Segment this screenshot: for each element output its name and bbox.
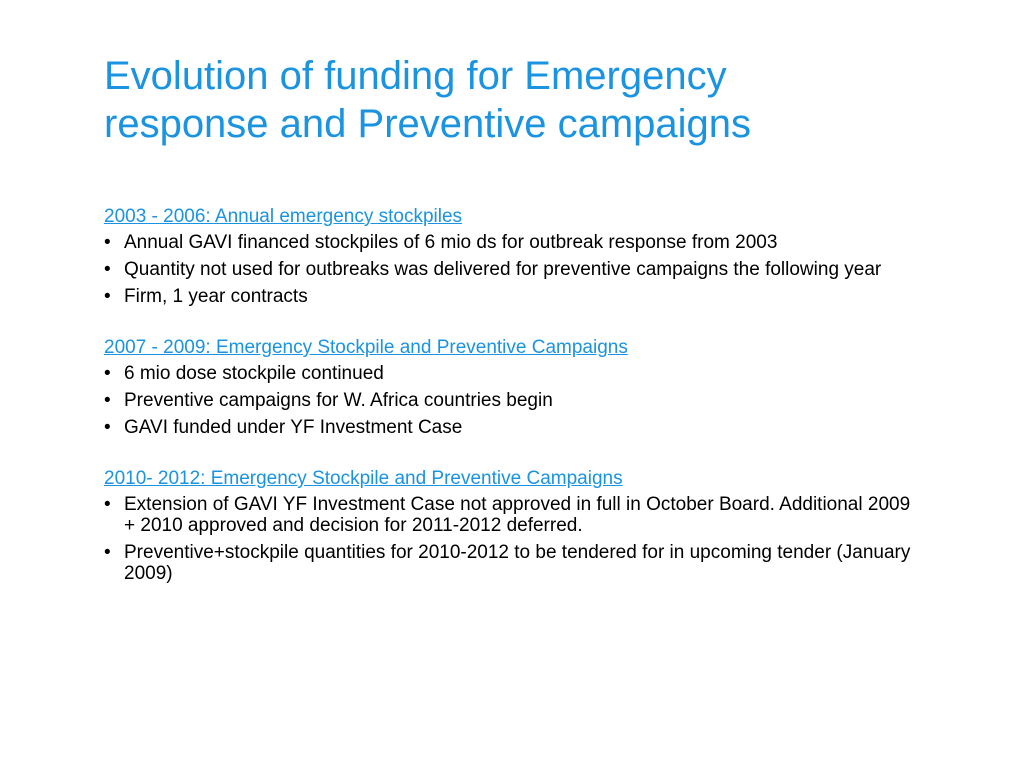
bullet-list [104,232,924,307]
bullet-text: Quantity not used for outbreaks was delivered for preventive campaigns the following year [124,259,882,280]
bullet-text: Extension of GAVI YF Investment Case not approved in full in October Board. Additional 2009 + 2010 approved and decision for 2011-2012 deferred. [124,494,911,536]
bullet-text: 6 mio dose stockpile continued [124,363,384,384]
bullet-item [104,232,924,253]
bullet-icon: • [104,286,111,307]
bullet-icon: • [104,542,111,563]
bullet-icon: • [104,417,111,438]
bullet-icon: • [104,363,111,384]
bullet-item [104,542,924,584]
bullet-icon: • [104,232,111,253]
title-line-1: Evolution of funding for Emergency [104,54,727,98]
bullet-item [104,259,924,280]
bullet-item [104,494,924,536]
section-2007-2009 [104,336,924,438]
bullet-item [104,363,924,384]
slide-content [104,205,924,613]
bullet-list [104,363,924,438]
bullet-text: Firm, 1 year contracts [124,286,308,307]
section-heading-link[interactable]: 2007 - 2009: Emergency Stockpile and Preventive Campaigns [104,337,628,358]
bullet-list [104,494,924,584]
title-line-2: response and Preventive campaigns [104,102,752,146]
bullet-item [104,286,924,307]
bullet-text: GAVI funded under YF Investment Case [124,417,463,438]
bullet-item [104,390,924,411]
bullet-icon: • [104,390,111,411]
page-title [104,52,984,148]
bullet-icon: • [104,259,111,280]
section-heading-link[interactable]: 2003 - 2006: Annual emergency stockpiles [104,206,463,227]
bullet-icon: • [104,494,111,515]
bullet-text: Preventive campaigns for W. Africa countries begin [124,390,553,411]
bullet-text: Preventive+stockpile quantities for 2010-2012 to be tendered for in upcoming tender (January 2009) [124,542,911,584]
bullet-text: Annual GAVI financed stockpiles of 6 mio ds for outbreak response from 2003 [124,232,778,253]
section-heading-link[interactable]: 2010- 2012: Emergency Stockpile and Preventive Campaigns [104,468,623,489]
section-2003-2006 [104,205,924,307]
bullet-item [104,417,924,438]
section-2010-2012 [104,467,924,584]
